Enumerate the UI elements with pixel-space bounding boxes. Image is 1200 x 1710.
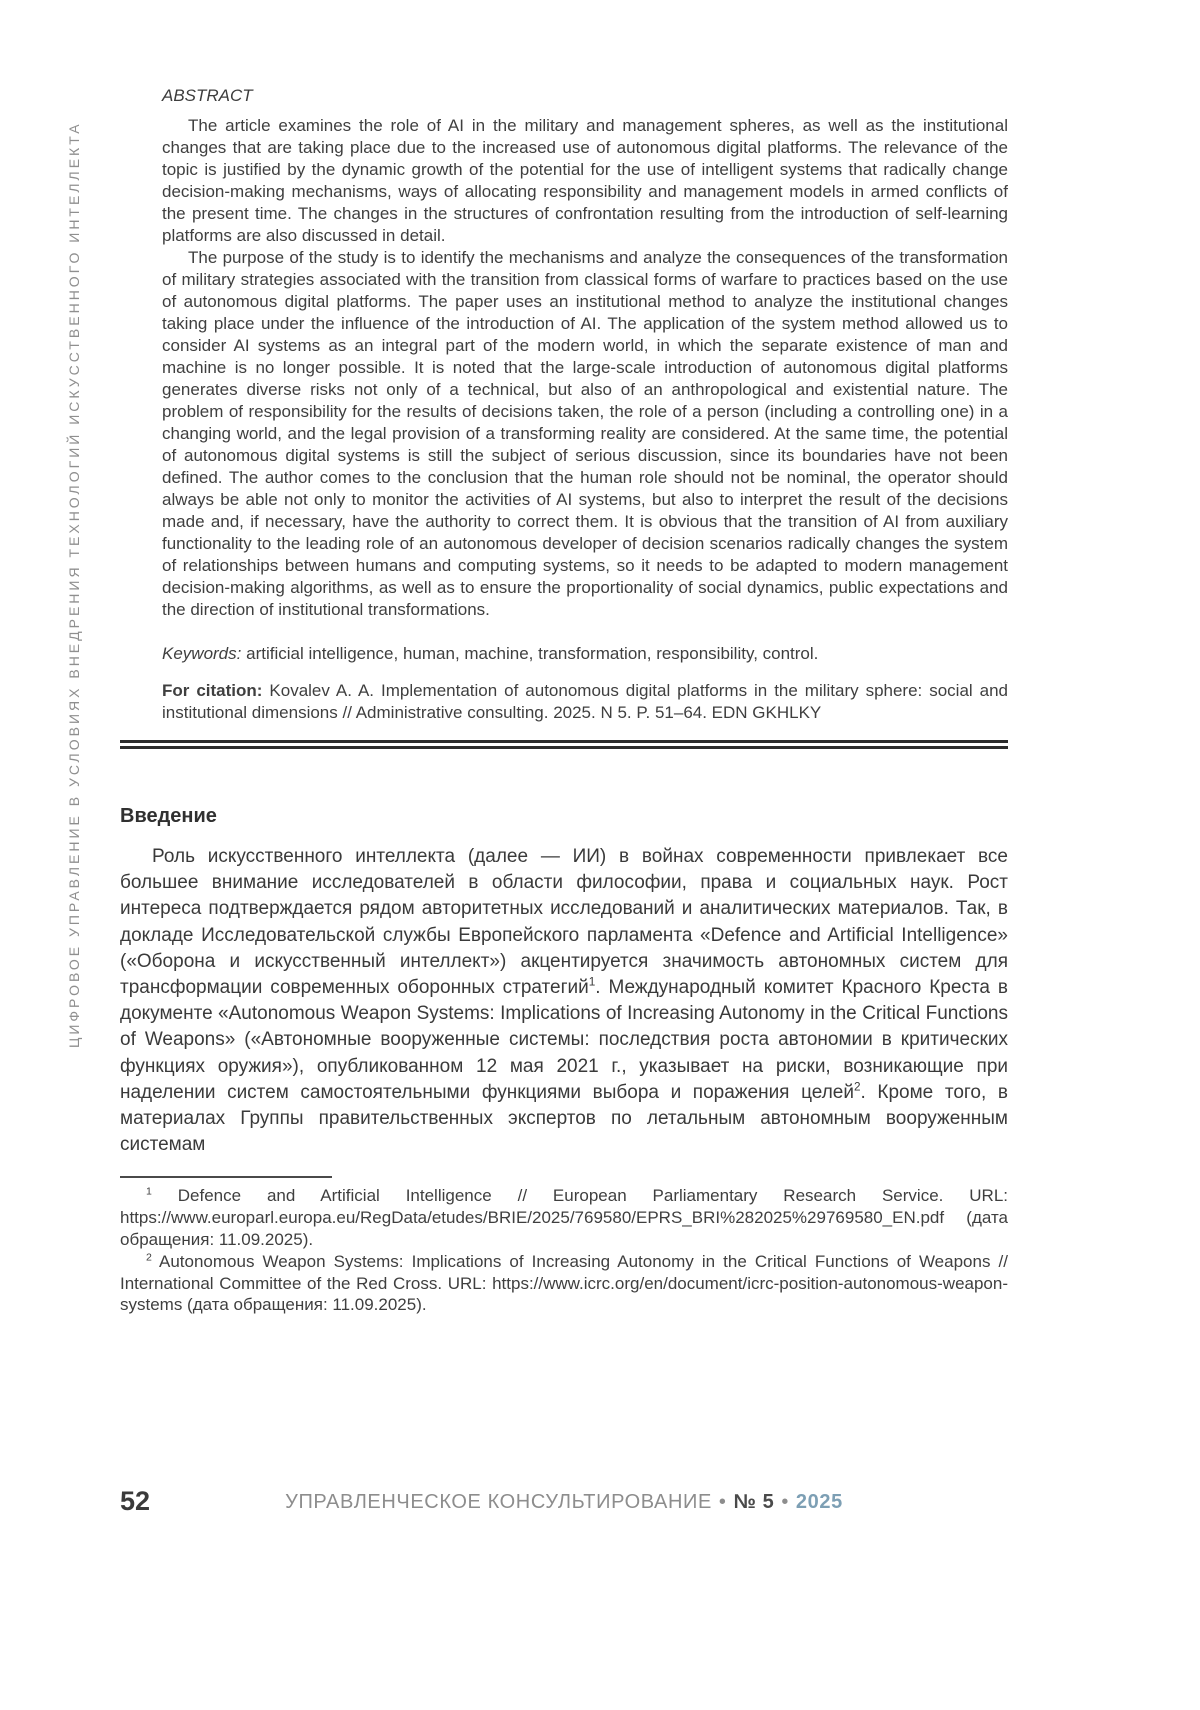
citation-label: For citation: <box>162 681 263 700</box>
issue-year: 2025 <box>795 1491 843 1513</box>
introduction-text-part-3: . Кроме того, в материалах Группы правительственных экспертов по летальным автономным вооруженным системам <box>120 1081 1008 1156</box>
introduction-text-part-1: Роль искусственного интеллекта (далее — ИИ) в войнах современности привлекает все большее внимание исследователей в области философии, права и социальных наук. Рост интереса подтверждается рядом авторитетных исследований и аналитических материалов. Так, в докладе Исследовательской службы Европейского парламента «Defence and Artificial Intelligence» («Оборона и искусственный интеллект») акцентируется значимость автономных систем для трансформации современных оборонных стратегий <box>120 846 1008 999</box>
section-divider <box>120 740 1008 749</box>
abstract-section <box>162 86 1008 724</box>
footnote-2 <box>120 1251 1008 1316</box>
footnote-1-text: Defence and Artificial Intelligence // European Parliamentary Research Service. URL: https://www.europarl.europa.eu/RegData/etudes/BRIE/2025/769580/EPRS_BRI%282025%29769580_EN.pdf (дата обращения: 11.09.2025). <box>120 1186 1008 1250</box>
page-number: 52 <box>120 1486 151 1516</box>
footnote-2-number: 2 <box>146 1251 152 1264</box>
footnote-2-text: Autonomous Weapon Systems: Implications of Increasing Autonomy in the Critical Functions of Weapons // International Committee of the Red Cross. URL: https://www.icrc.org/en/document/icrc-position-autonomous-weapon-systems (дата обращения: 11.09.2025). <box>120 1251 1008 1315</box>
footnote-1-number: 1 <box>146 1185 152 1198</box>
citation-line <box>162 680 1008 724</box>
footer-separator-dot: • <box>781 1491 789 1513</box>
footnote-ref-2: 2 <box>853 1080 861 1094</box>
abstract-heading: ABSTRACT <box>162 86 253 105</box>
issue-number: № 5 <box>733 1491 775 1513</box>
page-content <box>120 86 1008 1316</box>
footnote-1 <box>120 1185 1008 1250</box>
page-footer <box>120 1486 1008 1520</box>
footer-separator-dot: • <box>718 1491 727 1513</box>
journal-title-line <box>120 1491 1008 1514</box>
citation-text: Kovalev A. A. Implementation of autonomous digital platforms in the military sphere: social and institutional dimensions // Administrative consulting. 2025. N 5. P. 51–64. EDN GKHLKY <box>162 681 1008 722</box>
introduction-text-part-2: . Международный комитет Красного Креста в документе «Autonomous Weapon Systems: Implications of Increasing Autonomy in the Critical Functions of Weapons» («Автономные вооруженные системы: последствия роста автономии в критических функциях оружия»), опубликованном 12 мая 2021 г., указывает на риски, возникающие при наделении систем самостоятельными функциями выбора и поражения целей <box>120 977 1008 1103</box>
keywords-line <box>162 643 1008 665</box>
sidebar-vertical-title: ЦИФРОВОЕ УПРАВЛЕНИЕ В УСЛОВИЯХ ВНЕДРЕНИЯ ТЕХНОЛОГИЙ ИСКУССТВЕННОГО ИНТЕЛЛЕКТА <box>66 121 82 1048</box>
footnote-ref-1: 1 <box>588 975 596 989</box>
footnotes-section <box>120 1185 1008 1316</box>
introduction-section <box>120 805 1008 1158</box>
footnote-divider <box>120 1176 332 1178</box>
keywords-label: Keywords: <box>162 644 242 663</box>
abstract-paragraph-1: The article examines the role of AI in the military and management spheres, as well as the institutional changes that are taking place due to the increased use of autonomous digital platforms. The relevance of the topic is justified by the dynamic growth of the potential for the use of intelligent systems that radically change decision-making mechanisms, ways of allocating responsibility and management models in armed conflicts of the present time. The changes in the structures of confrontation resulting from the introduction of self-learning platforms are also discussed in detail. <box>162 116 1008 245</box>
keywords-text: artificial intelligence, human, machine, transformation, responsibility, control. <box>246 644 819 663</box>
abstract-paragraph-2: The purpose of the study is to identify the mechanisms and analyze the consequences of the transformation of military strategies associated with the transition from classical forms of warfare to practices based on the use of autonomous digital platforms. The paper uses an institutional method to analyze the institutional changes taking place under the influence of the introduction of AI. The application of the system method allowed us to consider AI systems as an integral part of the modern world, in which the separate existence of man and machine is no longer possible. It is noted that the large-scale introduction of autonomous digital platforms generates diverse risks not only of a technical, but also of an anthropological and existential nature. The problem of responsibility for the results of decisions taken, the role of a person (including a controlling one) in a changing world, and the legal provision of a transforming reality are considered. At the same time, the potential of autonomous digital systems is still the subject of serious discussion, since its boundaries have not been defined. The author comes to the conclusion that the human role should not be nominal, the operator should always be able not only to monitor the activities of AI systems, but also to interpret the result of the decisions made and, if necessary, have the authority to correct them. It is obvious that the transition of AI from auxiliary functionality to the leading role of an autonomous developer of decision scenarios radically changes the system of relationships between humans and computing systems, so it needs to be adapted to modern management decision-making algorithms, as well as to ensure the proportionality of social dynamics, public expectations and the direction of institutional transformations. <box>162 248 1008 619</box>
journal-title: УПРАВЛЕНЧЕСКОЕ КОНСУЛЬТИРОВАНИЕ <box>285 1491 712 1513</box>
introduction-paragraph <box>120 844 1008 1158</box>
introduction-heading: Введение <box>120 805 217 827</box>
